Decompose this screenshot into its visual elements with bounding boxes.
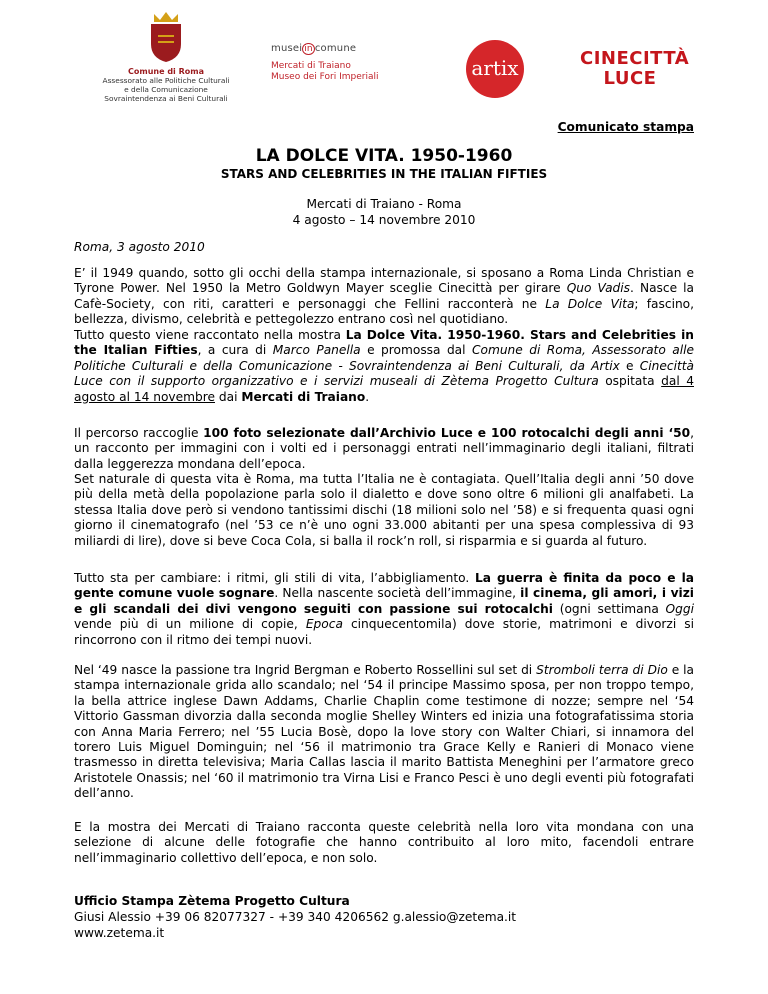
paragraph-set-naturale: Set naturale di questa vita è Roma, ma tutta l’Italia ne è contagiata. Quell’Italia degli anni ’50 dove più della metà della popolazione parla solo il dialetto e dove sono oltre 6 milioni gli analfabeti. La stessa Italia dove però si vendono tantissimi dischi (18 milioni solo nel ’58) e si frequenta quasi ogni giorno il cinematografo (nel ’53 ce n’è uno ogni 33.000 abitanti per una spesa complessiva di 93 miliardi di lire), dove si beve Coca Cola, si balla il rock’n roll, si risparmia e si guarda al futuro.	[74, 472, 694, 548]
press-release-label: Comunicato stampa	[557, 120, 694, 134]
exhibition-title: LA DOLCE VITA. 1950-1960	[255, 146, 513, 166]
paragraph-percorso: Il percorso raccoglie 100 foto selezionate dall’Archivio Luce e 100 rotocalchi degli anni ‘50, un racconto per immagini con i volti ed i personaggi entrati nell’immaginario degli italiani, filtrati dalla leggerezza mondana dell’epoca.	[74, 426, 694, 471]
artix-logo: artix	[466, 40, 524, 98]
press-office-title: Ufficio Stampa Zètema Progetto Cultura	[74, 894, 350, 908]
paragraph-scandali: Nel ‘49 nasce la passione tra Ingrid Bergman e Roberto Rossellini sul set di Stromboli terra di Dio e la stampa internazionale grida allo scandalo; nel ‘54 il principe Massimo sposa, per non troppo tempo, la bella attrice inglese Dawn Addams, Charlie Chaplin come testimone di nozze; sempre nel ‘54 Vittorio Gassman divorzia dalla seconda moglie Shelley Winters ed inizia una fotografatissima storia con Anna Maria Ferrero; nel ’55 Lucia Bosè, dopo la love story con Walter Chiari, si innamora del torero Luis Miguel Dominguin; nel ‘56 il matrimonio tra Grace Kelly e Ranieri di Monaco viene trasmesso in diretta televisiva; Maria Callas lascia il marito Battista Meneghini per l’armatore greco Aristotele Onassis; nel ‘60 il matrimonio tra Virna Lisi e Franco Pesci è uno degli eventi più fotografati dell’anno.	[74, 663, 695, 801]
cine-bottom: LUCE	[603, 68, 657, 89]
musei-line-2: Museo dei Fori Imperiali	[271, 72, 379, 82]
roma-sub-1: Assessorato alle Politiche Culturali	[102, 76, 230, 85]
paragraph-intro: E’ il 1949 quando, sotto gli occhi della stampa internazionale, si sposano a Roma Linda Christian e Tyrone Power. Nel 1950 la Metro Goldwyn Mayer sceglie Cinecittà per girare Quo Vadis. Nasce la Cafè-Society, con riti, caratteri e personaggi che Fellini racconterà ne La Dolce Vita; fascino, bellezza, divismo, celebrità e pettegolezzo entrano così nel quotidiano.	[74, 266, 695, 327]
roma-name: Comune di Roma	[128, 67, 204, 76]
museiincomune-logo	[271, 43, 401, 83]
musei-mark: musei in comune	[271, 43, 357, 54]
paragraph-exhibition: Tutto questo viene raccontato nella mostra La Dolce Vita. 1950-1960. Stars and Celebrities in the Italian Fifties, a cura di Marco Panella e promossa dal Comune di Roma, Assessorato alle Politiche Culturali e della Comunicazione - Sovraintendenza ai Beni Culturali, da Artix e Cinecittà Luce con il supporto organizzativo e i servizi museali di Zètema Progetto Cultura ospitata dal 4 agosto al 14 novembre dai Mercati di Traiano.	[74, 328, 694, 404]
press-office-website[interactable]: www.zetema.it	[74, 926, 165, 940]
comune-di-roma-logo	[96, 10, 236, 103]
cine-top: CINECITTÀ	[580, 48, 690, 69]
dates: 4 agosto – 14 novembre 2010	[292, 213, 476, 227]
cinecitta-luce-logo	[580, 48, 690, 89]
logo-bar	[0, 0, 768, 110]
dateline: Roma, 3 agosto 2010	[74, 240, 205, 254]
roma-sub-2: e della Comunicazione	[124, 85, 208, 94]
venue: Mercati di Traiano - Roma	[306, 197, 462, 211]
musei-line-1: Mercati di Traiano	[271, 61, 351, 71]
exhibition-subtitle: STARS AND CELEBRITIES IN THE ITALIAN FIFTIES	[220, 167, 548, 181]
roma-sub-3: Sovraintendenza ai Beni Culturali	[104, 94, 228, 103]
press-office-contact: Giusi Alessio +39 06 82077327 - +39 340 4206562 g.alessio@zetema.it	[74, 910, 517, 924]
paragraph-conclusione: E la mostra dei Mercati di Traiano racconta queste celebrità nella loro vita mondana con una selezione di alcune delle fotografie che hanno contribuito al loro mito, facendoli entrare nell’immaginario collettivo dell’epoca, e non solo.	[74, 820, 694, 865]
paragraph-cambiare: Tutto sta per cambiare: i ritmi, gli stili di vita, l’abbigliamento. La guerra è finita da poco e la gente comune vuole sognare. Nella nascente società dell’immagine, il cinema, gli amori, i vizi e gli scandali dei divi vengono seguiti con passione sui rotocalchi (ogni settimana Oggi vende più di un milione di copie, Epoca cinquecentomila) dove storie, matrimoni e divorzi si rincorrono con il ritmo dei tempi nuovi.	[74, 571, 694, 647]
roma-crest-icon	[146, 10, 186, 64]
